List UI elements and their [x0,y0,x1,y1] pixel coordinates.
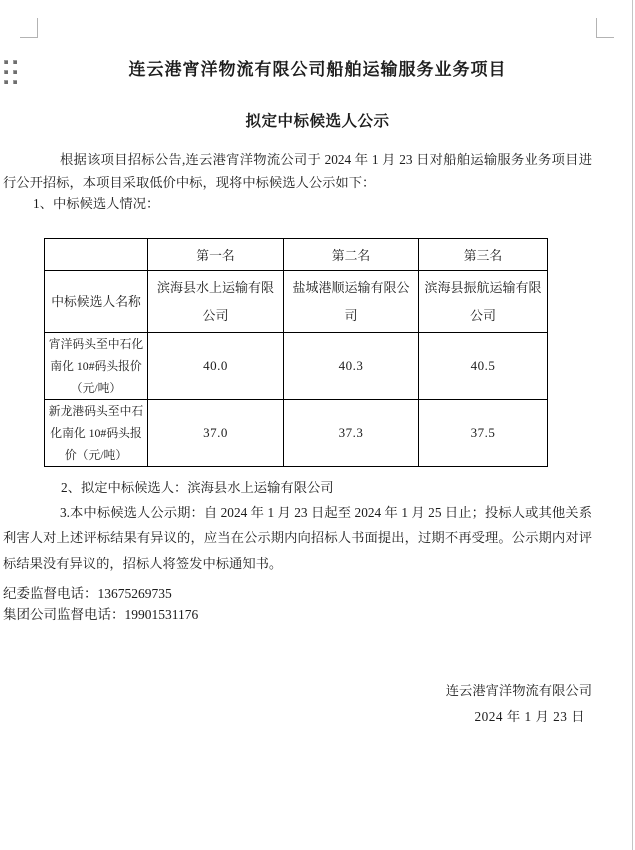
candidate-name-row [45,271,548,333]
list-item-selected-candidate: 2、拟定中标候选人：滨海县水上运输有限公司 [61,480,334,495]
candidate-1-name: 滨海县水上运输有限公司 [148,271,284,333]
table-header-second: 第二名 [284,239,419,271]
page-subtitle: 拟定中标候选人公示 [245,113,390,130]
margin-mark-top-right [596,18,614,38]
row-label-candidate-names: 中标候选人名称 [45,271,148,333]
price-xiaoyang-2: 40.3 [284,333,419,400]
group-supervision-phone: 集团公司监督电话：19901531176 [3,607,199,622]
publicity-period-paragraph: 3.本中标候选人公示期：自 2024 年 1 月 23 日起至 2024 年 1 月 25 日止；投标人或其他关系利害人对上述评标结果有异议的，应当在公示期内向招标人书面提出，过期不再受理。公示期内对评标结果没有异议的，招标人将签发中标通知书。 [3,505,592,571]
signature-block [446,678,592,729]
price-xinlonggang-1: 37.0 [148,400,284,467]
discipline-supervision-phone: 纪委监督电话：13675269735 [3,586,172,601]
margin-mark-top-left [20,18,38,38]
intro-paragraph: 根据该项目招标公告,连云港宵洋物流公司于 2024 年 1 月 23 日对船舶运输服务业务项目进行公开招标，本项目采取低价中标，现将中标候选人公示如下： [3,152,592,190]
price-xinlonggang-2: 37.3 [284,400,419,467]
candidate-2-name: 盐城港顺运输有限公司 [284,271,419,333]
list-item-candidates: 1、中标候选人情况： [33,196,160,211]
table-header-empty [45,239,148,271]
price-xiaoyang-3: 40.5 [419,333,548,400]
price-xinlonggang-3: 37.5 [419,400,548,467]
signature-company: 连云港宵洋物流有限公司 [445,683,592,698]
table-header-third: 第三名 [419,239,548,271]
row-label-xinlonggang-route: 新龙港码头至中石化南化 10#码头报价（元/吨） [45,400,148,467]
page-title: 连云港宵洋物流有限公司船舶运输服务业务项目 [128,60,507,79]
price-row-xiaoyang [45,333,548,400]
bid-candidates-table [44,238,548,467]
signature-date: 2024 年 1 月 23 日 [474,708,585,724]
row-label-xiaoyang-route: 宵洋码头至中石化南化 10#码头报价（元/吨） [45,333,148,400]
price-row-xinlonggang [45,400,548,467]
price-xiaoyang-1: 40.0 [148,333,284,400]
table-header-first: 第一名 [148,239,284,271]
candidate-3-name: 滨海县振航运输有限公司 [419,271,548,333]
